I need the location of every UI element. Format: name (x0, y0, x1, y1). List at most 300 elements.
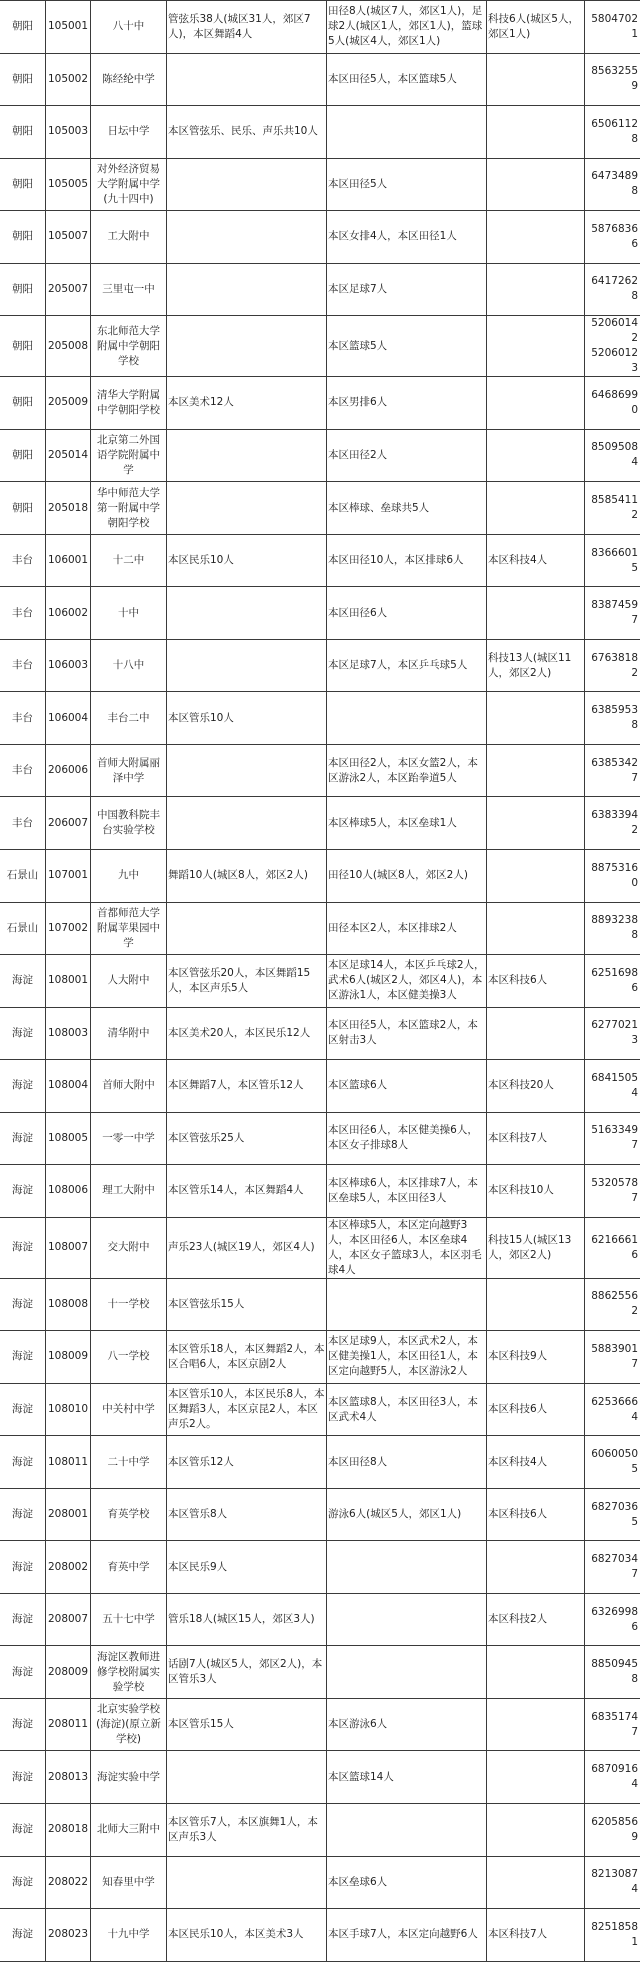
arts-quota-cell: 声乐23人(城区19人，郊区4人) (167, 1217, 327, 1278)
sports-quota-cell: 本区田径6人 (327, 587, 487, 640)
phone-cell (585, 1436, 640, 1489)
arts-quota-cell (167, 1856, 327, 1909)
phone-cell (585, 1217, 640, 1278)
district-cell: 石景山 (0, 902, 46, 955)
school-code-cell: 208013 (46, 1751, 91, 1804)
district-cell: 海淀 (0, 1909, 46, 1962)
district-cell: 朝阳 (0, 53, 46, 106)
arts-quota-cell (167, 158, 327, 211)
district-cell: 丰台 (0, 797, 46, 850)
arts-quota-cell (167, 587, 327, 640)
school-name-cell: 清华附中 (91, 1007, 167, 1060)
phone-cell (585, 1804, 640, 1857)
phone-cell (585, 1541, 640, 1594)
school-code-cell: 108011 (46, 1436, 91, 1489)
phone-cell (585, 1, 640, 54)
district-cell: 海淀 (0, 1856, 46, 1909)
tech-quota-cell (487, 106, 585, 159)
district-cell: 朝阳 (0, 316, 46, 377)
phone-cell (585, 692, 640, 745)
table-row (0, 53, 640, 106)
arts-quota-cell: 本区管弦乐15人 (167, 1278, 327, 1331)
phone-cell (585, 1593, 640, 1646)
district-cell: 海淀 (0, 1436, 46, 1489)
tech-quota-cell (487, 53, 585, 106)
phone-cell (585, 1331, 640, 1384)
tech-quota-cell (487, 1751, 585, 1804)
arts-quota-cell (167, 639, 327, 692)
school-name-cell: 海淀实验中学 (91, 1751, 167, 1804)
school-name-cell: 北师大三附中 (91, 1804, 167, 1857)
sports-quota-cell: 本区游泳6人 (327, 1698, 487, 1751)
phone-number: 85854112 (586, 493, 638, 523)
phone-cell (585, 263, 640, 316)
tech-quota-cell (487, 797, 585, 850)
table-row (0, 902, 640, 955)
sports-quota-cell: 本区棒球5人，本区定向越野3人，本区田径6人，本区垒球4人，本区女子篮球3人，本区羽毛球4人 (327, 1217, 487, 1278)
phone-cell (585, 429, 640, 482)
phone-number: 64172628 (586, 274, 638, 304)
school-code-cell: 206007 (46, 797, 91, 850)
school-code-cell: 208002 (46, 1541, 91, 1594)
school-name-cell: 人大附中 (91, 955, 167, 1008)
table-row (0, 211, 640, 264)
arts-quota-cell (167, 53, 327, 106)
phone-number: 88625562 (586, 1289, 638, 1319)
school-code-cell: 108001 (46, 955, 91, 1008)
table-row (0, 1909, 640, 1962)
phone-number: 58839017 (586, 1342, 638, 1372)
school-code-cell: 208007 (46, 1593, 91, 1646)
school-code-cell: 105003 (46, 106, 91, 159)
district-cell: 海淀 (0, 1804, 46, 1857)
school-name-cell: 首师大附中 (91, 1060, 167, 1113)
arts-quota-cell (167, 744, 327, 797)
school-code-cell: 108006 (46, 1165, 91, 1218)
arts-quota-cell (167, 902, 327, 955)
tech-quota-cell (487, 1698, 585, 1751)
tech-quota-cell: 本区科技6人 (487, 955, 585, 1008)
table-row (0, 744, 640, 797)
sports-quota-cell: 本区篮球6人 (327, 1060, 487, 1113)
table-row (0, 1, 640, 54)
phone-cell (585, 316, 640, 377)
school-code-cell: 106001 (46, 534, 91, 587)
arts-quota-cell: 本区管乐12人 (167, 1436, 327, 1489)
table-row (0, 1383, 640, 1436)
school-code-cell: 205014 (46, 429, 91, 482)
table-row (0, 1331, 640, 1384)
school-name-cell: 北京实验学校(海淀)(原立新学校) (91, 1698, 167, 1751)
arts-quota-cell: 话剧7人(城区5人，郊区2人)，本区管乐3人 (167, 1646, 327, 1699)
arts-quota-cell: 本区管乐8人 (167, 1488, 327, 1541)
table-row (0, 1165, 640, 1218)
sports-quota-cell: 本区棒球、垒球共5人 (327, 482, 487, 535)
school-name-cell: 陈经纶中学 (91, 53, 167, 106)
arts-quota-cell: 本区管乐18人，本区舞蹈2人，本区合唱6人，本区京剧2人 (167, 1331, 327, 1384)
phone-number: 63833942 (586, 808, 638, 838)
phone-cell (585, 211, 640, 264)
district-cell: 丰台 (0, 587, 46, 640)
table-row (0, 534, 640, 587)
school-name-cell: 九中 (91, 849, 167, 902)
school-name-cell: 十一学校 (91, 1278, 167, 1331)
tech-quota-cell: 本区科技7人 (487, 1909, 585, 1962)
table-row (0, 1751, 640, 1804)
school-code-cell: 107002 (46, 902, 91, 955)
phone-number: 82518581 (586, 1920, 638, 1950)
sports-quota-cell: 本区足球7人，本区乒乓球5人 (327, 639, 487, 692)
sports-quota-cell (327, 1541, 487, 1594)
phone-cell (585, 797, 640, 850)
phone-number: 52060123 (586, 346, 638, 376)
school-name-cell: 五十七中学 (91, 1593, 167, 1646)
sports-quota-cell: 游泳6人(城区5人，郊区1人) (327, 1488, 487, 1541)
district-cell: 海淀 (0, 1217, 46, 1278)
table-row (0, 1804, 640, 1857)
arts-quota-cell: 舞蹈10人(城区8人，郊区2人) (167, 849, 327, 902)
sports-quota-cell (327, 692, 487, 745)
tech-quota-cell (487, 211, 585, 264)
tech-quota-cell: 本区科技20人 (487, 1060, 585, 1113)
district-cell: 海淀 (0, 1593, 46, 1646)
school-name-cell: 八十中 (91, 1, 167, 54)
phone-number: 68709164 (586, 1762, 638, 1792)
school-code-cell: 205008 (46, 316, 91, 377)
sports-quota-cell: 本区田径5人，本区篮球5人 (327, 53, 487, 106)
school-name-cell: 十九中学 (91, 1909, 167, 1962)
table-row (0, 692, 640, 745)
phone-cell (585, 53, 640, 106)
phone-number: 62770213 (586, 1018, 638, 1048)
school-code-cell: 208009 (46, 1646, 91, 1699)
school-code-cell: 105007 (46, 211, 91, 264)
district-cell: 海淀 (0, 1751, 46, 1804)
sports-quota-cell (327, 106, 487, 159)
sports-quota-cell: 本区足球7人 (327, 263, 487, 316)
phone-cell (585, 1488, 640, 1541)
sports-quota-cell (327, 1804, 487, 1857)
sports-quota-cell: 本区女排4人，本区田径1人 (327, 211, 487, 264)
school-name-cell: 十二中 (91, 534, 167, 587)
phone-number: 60600505 (586, 1447, 638, 1477)
tech-quota-cell (487, 1541, 585, 1594)
phone-cell (585, 955, 640, 1008)
phone-number: 88509458 (586, 1657, 638, 1687)
district-cell: 海淀 (0, 1646, 46, 1699)
school-name-cell: 中关村中学 (91, 1383, 167, 1436)
phone-number: 62536664 (586, 1395, 638, 1425)
tech-quota-cell: 本区科技6人 (487, 1488, 585, 1541)
tech-quota-cell (487, 849, 585, 902)
school-name-cell: 育英学校 (91, 1488, 167, 1541)
arts-quota-cell (167, 482, 327, 535)
school-name-cell: 八一学校 (91, 1331, 167, 1384)
sports-quota-cell: 田径10人(城区8人，郊区2人) (327, 849, 487, 902)
phone-cell (585, 1383, 640, 1436)
table-row (0, 1060, 640, 1113)
phone-number: 64686990 (586, 388, 638, 418)
district-cell: 朝阳 (0, 377, 46, 430)
phone-cell (585, 1856, 640, 1909)
tech-quota-cell: 科技15人(城区13人，郊区2人) (487, 1217, 585, 1278)
phone-number: 63853427 (586, 756, 638, 786)
district-cell: 丰台 (0, 534, 46, 587)
arts-quota-cell: 本区民乐9人 (167, 1541, 327, 1594)
table-row (0, 158, 640, 211)
tech-quota-cell (487, 158, 585, 211)
school-code-cell: 105002 (46, 53, 91, 106)
tech-quota-cell: 本区科技6人 (487, 1383, 585, 1436)
tech-quota-cell (487, 316, 585, 377)
arts-quota-cell (167, 1751, 327, 1804)
phone-number: 62166616 (586, 1233, 638, 1263)
arts-quota-cell: 管弦乐38人(城区31人，郊区7人)，本区舞蹈4人 (167, 1, 327, 54)
phone-number: 63269986 (586, 1605, 638, 1635)
phone-cell (585, 1698, 640, 1751)
district-cell: 海淀 (0, 1383, 46, 1436)
table-row (0, 1007, 640, 1060)
table-row (0, 1541, 640, 1594)
school-code-cell: 108009 (46, 1331, 91, 1384)
phone-number: 62516986 (586, 966, 638, 996)
sports-quota-cell (327, 1646, 487, 1699)
district-cell: 朝阳 (0, 482, 46, 535)
table-row (0, 482, 640, 535)
school-name-cell: 十中 (91, 587, 167, 640)
school-name-cell: 日坛中学 (91, 106, 167, 159)
phone-cell (585, 158, 640, 211)
arts-quota-cell (167, 797, 327, 850)
sports-quota-cell: 本区田径6人，本区健美操6人，本区女子排球8人 (327, 1112, 487, 1165)
phone-cell (585, 639, 640, 692)
school-name-cell: 育英中学 (91, 1541, 167, 1594)
school-name-cell: 理工大附中 (91, 1165, 167, 1218)
phone-cell (585, 902, 640, 955)
school-name-cell: 知春里中学 (91, 1856, 167, 1909)
table-row (0, 1217, 640, 1278)
tech-quota-cell (487, 482, 585, 535)
tech-quota-cell: 本区科技7人 (487, 1112, 585, 1165)
table-row (0, 263, 640, 316)
school-code-cell: 106002 (46, 587, 91, 640)
sports-quota-cell: 本区棒球6人，本区排球7人，本区垒球5人，本区田径3人 (327, 1165, 487, 1218)
arts-quota-cell: 本区管乐10人，本区民乐8人，本区舞蹈3人，本区京昆2人，本区声乐2人。 (167, 1383, 327, 1436)
school-name-cell: 海淀区教师进修学校附属实验学校 (91, 1646, 167, 1699)
sports-quota-cell: 本区田径8人 (327, 1436, 487, 1489)
district-cell: 朝阳 (0, 158, 46, 211)
district-cell: 海淀 (0, 1698, 46, 1751)
tech-quota-cell (487, 744, 585, 797)
school-name-cell: 交大附中 (91, 1217, 167, 1278)
tech-quota-cell: 科技6人(城区5人，郊区1人) (487, 1, 585, 54)
phone-cell (585, 1646, 640, 1699)
school-name-cell: 二十中学 (91, 1436, 167, 1489)
sports-quota-cell: 本区田径5人 (327, 158, 487, 211)
district-cell: 石景山 (0, 849, 46, 902)
table-row (0, 377, 640, 430)
school-name-cell: 华中师范大学第一附属中学朝阳学校 (91, 482, 167, 535)
school-code-cell: 108010 (46, 1383, 91, 1436)
district-cell: 朝阳 (0, 263, 46, 316)
school-code-cell: 108005 (46, 1112, 91, 1165)
sports-quota-cell: 本区篮球5人 (327, 316, 487, 377)
tech-quota-cell (487, 1804, 585, 1857)
phone-cell (585, 744, 640, 797)
arts-quota-cell: 管乐18人(城区15人，郊区3人) (167, 1593, 327, 1646)
sports-quota-cell: 本区篮球14人 (327, 1751, 487, 1804)
arts-quota-cell: 本区民乐10人，本区美术3人 (167, 1909, 327, 1962)
arts-quota-cell (167, 429, 327, 482)
phone-cell (585, 1909, 640, 1962)
phone-number: 85632559 (586, 64, 638, 94)
phone-number: 58047021 (586, 12, 638, 42)
tech-quota-cell: 本区科技4人 (487, 534, 585, 587)
district-cell: 海淀 (0, 1112, 46, 1165)
phone-number: 68351747 (586, 1710, 638, 1740)
district-cell: 朝阳 (0, 429, 46, 482)
district-cell: 海淀 (0, 1007, 46, 1060)
school-name-cell: 丰台二中 (91, 692, 167, 745)
school-name-cell: 工大附中 (91, 211, 167, 264)
school-code-cell: 108003 (46, 1007, 91, 1060)
table-row (0, 587, 640, 640)
phone-cell (585, 534, 640, 587)
arts-quota-cell (167, 211, 327, 264)
tech-quota-cell: 科技13人(城区11人，郊区2人) (487, 639, 585, 692)
arts-quota-cell (167, 316, 327, 377)
phone-number: 58768366 (586, 222, 638, 252)
phone-number: 64734898 (586, 169, 638, 199)
sports-quota-cell: 本区足球9人，本区武术2人，本区健美操1人，本区田径1人，本区定向越野5人，本区游泳2人 (327, 1331, 487, 1384)
school-code-cell: 108004 (46, 1060, 91, 1113)
phone-number: 65061128 (586, 117, 638, 147)
table-row (0, 1646, 640, 1699)
phone-cell (585, 1751, 640, 1804)
sports-quota-cell: 本区篮球8人，本区田径3人，本区武术4人 (327, 1383, 487, 1436)
phone-number: 82130874 (586, 1867, 638, 1897)
tech-quota-cell (487, 902, 585, 955)
tech-quota-cell (487, 429, 585, 482)
district-cell: 朝阳 (0, 106, 46, 159)
arts-quota-cell: 本区管乐10人 (167, 692, 327, 745)
tech-quota-cell (487, 263, 585, 316)
district-cell: 丰台 (0, 639, 46, 692)
table-row (0, 1488, 640, 1541)
school-name-cell: 对外经济贸易大学附属中学(九十四中) (91, 158, 167, 211)
tech-quota-cell (487, 1278, 585, 1331)
sports-quota-cell: 本区男排6人 (327, 377, 487, 430)
table-row (0, 1436, 640, 1489)
district-cell: 海淀 (0, 1278, 46, 1331)
district-cell: 朝阳 (0, 1, 46, 54)
sports-quota-cell: 本区田径2人 (327, 429, 487, 482)
table-row (0, 106, 640, 159)
phone-cell (585, 587, 640, 640)
arts-quota-cell: 本区管乐15人 (167, 1698, 327, 1751)
table-row (0, 1856, 640, 1909)
school-name-cell: 一零一中学 (91, 1112, 167, 1165)
phone-cell (585, 1278, 640, 1331)
phone-number: 88932388 (586, 913, 638, 943)
table-row (0, 316, 640, 377)
tech-quota-cell (487, 1007, 585, 1060)
district-cell: 海淀 (0, 955, 46, 1008)
phone-number: 83874597 (586, 598, 638, 628)
tech-quota-cell: 本区科技9人 (487, 1331, 585, 1384)
sports-quota-cell: 本区足球14人，本区乒乓球2人，武术6人(城区2人，郊区4人)，本区游泳1人，本区健美操3人 (327, 955, 487, 1008)
phone-cell (585, 482, 640, 535)
sports-quota-cell: 田径8人(城区7人，郊区1人)，足球2人(城区1人，郊区1人)，篮球5人(城区4人，郊区1人) (327, 1, 487, 54)
school-code-cell: 208018 (46, 1804, 91, 1857)
school-name-cell: 中国教科院丰台实验学校 (91, 797, 167, 850)
school-name-cell: 十八中 (91, 639, 167, 692)
table-row (0, 1698, 640, 1751)
table-row (0, 955, 640, 1008)
sports-quota-cell: 本区田径5人，本区篮球2人，本区射击3人 (327, 1007, 487, 1060)
phone-cell (585, 1165, 640, 1218)
school-code-cell: 208001 (46, 1488, 91, 1541)
tech-quota-cell (487, 1856, 585, 1909)
table-row (0, 429, 640, 482)
arts-quota-cell: 本区管弦乐、民乐、声乐共10人 (167, 106, 327, 159)
arts-quota-cell: 本区舞蹈7人，本区管乐12人 (167, 1060, 327, 1113)
phone-number: 53205787 (586, 1176, 638, 1206)
phone-number: 51633497 (586, 1123, 638, 1153)
arts-quota-cell: 本区美术12人 (167, 377, 327, 430)
school-code-cell: 205007 (46, 263, 91, 316)
phone-cell (585, 1112, 640, 1165)
district-cell: 丰台 (0, 692, 46, 745)
school-code-cell: 106004 (46, 692, 91, 745)
table-row (0, 797, 640, 850)
phone-number: 52060142 (586, 316, 638, 346)
tech-quota-cell (487, 377, 585, 430)
school-code-cell: 208022 (46, 1856, 91, 1909)
school-name-cell: 清华大学附属中学朝阳学校 (91, 377, 167, 430)
tech-quota-cell (487, 1646, 585, 1699)
arts-quota-cell: 本区管乐7人，本区旗舞1人，本区声乐3人 (167, 1804, 327, 1857)
phone-number: 68415054 (586, 1071, 638, 1101)
school-code-cell: 107001 (46, 849, 91, 902)
school-code-cell: 105001 (46, 1, 91, 54)
school-code-cell: 206006 (46, 744, 91, 797)
sports-quota-cell: 本区田径2人，本区女篮2人，本区游泳2人，本区跆拳道5人 (327, 744, 487, 797)
table-row (0, 639, 640, 692)
district-cell: 丰台 (0, 744, 46, 797)
tech-quota-cell (487, 692, 585, 745)
table-row (0, 1593, 640, 1646)
school-code-cell: 108008 (46, 1278, 91, 1331)
school-code-cell: 205018 (46, 482, 91, 535)
district-cell: 海淀 (0, 1165, 46, 1218)
arts-quota-cell: 本区管弦乐25人 (167, 1112, 327, 1165)
sports-quota-cell: 本区棒球5人，本区垒球1人 (327, 797, 487, 850)
tech-quota-cell (487, 587, 585, 640)
phone-number: 68270365 (586, 1500, 638, 1530)
school-name-cell: 三里屯一中 (91, 263, 167, 316)
sports-quota-cell (327, 1278, 487, 1331)
school-code-cell: 208023 (46, 1909, 91, 1962)
phone-number: 63859538 (586, 703, 638, 733)
school-code-cell: 105005 (46, 158, 91, 211)
school-name-cell: 首都师范大学附属苹果园中学 (91, 902, 167, 955)
arts-quota-cell: 本区管弦乐20人，本区舞蹈15人，本区声乐5人 (167, 955, 327, 1008)
school-code-cell: 106003 (46, 639, 91, 692)
arts-quota-cell (167, 263, 327, 316)
table-row (0, 849, 640, 902)
district-cell: 朝阳 (0, 211, 46, 264)
